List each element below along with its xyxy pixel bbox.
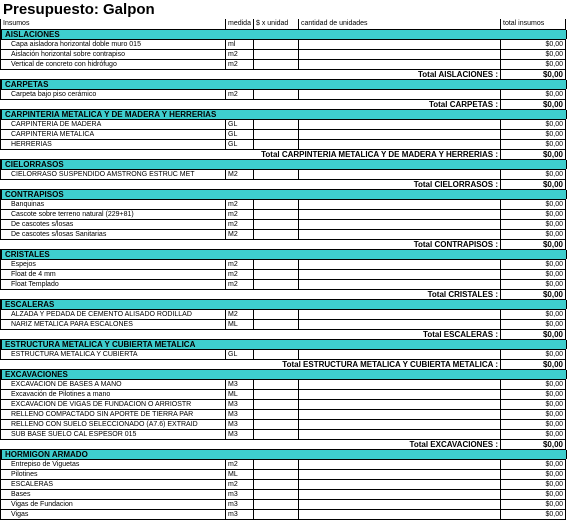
quantity-cell[interactable] [298,60,500,69]
quantity-cell[interactable] [298,210,500,219]
quantity-cell[interactable] [298,220,500,229]
price-cell[interactable] [253,130,298,139]
section-row [0,30,566,40]
quantity-cell[interactable] [298,480,500,489]
price-cell[interactable] [253,500,298,509]
section-total-label: Total CARPINTERIA METALICA Y DE MADERA Y HERRERIAS : [261,150,498,159]
section-total-cell[interactable] [501,340,567,349]
unit-cell[interactable]: m2 [225,90,253,99]
quantity-cell[interactable] [298,390,500,399]
quantity-cell[interactable] [298,320,500,329]
section-total-row [0,70,566,80]
insumo-name-cell[interactable]: Bases [0,490,225,499]
quantity-cell[interactable] [298,130,500,139]
price-cell[interactable] [253,40,298,49]
section-title[interactable]: ESCALERAS [1,300,567,309]
unit-cell[interactable]: GL [225,140,253,149]
section-total-label: Total ESTRUCTURA METALICA Y CUBIERTA METALICA : [282,360,498,369]
section-title[interactable]: EXCAVACIONES [1,370,567,379]
header-cantidad[interactable]: cantidad de unidades [298,19,500,29]
section-total-value[interactable]: $0,00 [500,70,566,79]
table-row [0,40,566,50]
section-total-label: Total CONTRAPISOS : [413,240,498,249]
total-cell[interactable]: $0,00 [500,400,566,409]
unit-cell[interactable]: M2 [225,230,253,239]
price-cell[interactable] [253,510,298,519]
price-cell[interactable] [253,460,298,469]
unit-cell[interactable]: m2 [225,60,253,69]
price-cell[interactable] [253,430,298,439]
section-title[interactable]: ESTRUCTURA METALICA Y CUBIERTA METALICA [1,340,567,349]
total-cell[interactable]: $0,00 [500,470,566,479]
quantity-cell[interactable] [298,140,500,149]
quantity-cell[interactable] [298,200,500,209]
price-cell[interactable] [253,410,298,419]
table-row [0,500,566,510]
insumo-name-cell[interactable]: ESTRUCTURA METALICA Y CUBIERTA [0,350,225,359]
section-total-row [0,100,566,110]
table-row [0,220,566,230]
total-cell[interactable]: $0,00 [500,120,566,129]
insumo-name-cell[interactable]: RELLENO COMPACTADO SIN APORTE DE TIERRA PAR [0,410,225,419]
quantity-cell[interactable] [298,510,500,519]
section-total-cell[interactable] [501,190,567,199]
unit-cell[interactable]: ML [225,470,253,479]
total-cell[interactable]: $0,00 [500,210,566,219]
price-cell[interactable] [253,140,298,149]
quantity-cell[interactable] [298,420,500,429]
section-total-cell[interactable] [501,370,567,379]
unit-cell[interactable]: GL [225,130,253,139]
price-cell[interactable] [253,60,298,69]
unit-cell[interactable]: M3 [225,430,253,439]
insumo-name-cell[interactable]: Float de 4 mm [0,270,225,279]
section-total-label: Total CIELORRASOS : [413,180,498,189]
table-header-row [0,19,566,30]
total-cell[interactable]: $0,00 [500,380,566,389]
total-cell[interactable]: $0,00 [500,310,566,319]
quantity-cell[interactable] [298,270,500,279]
quantity-cell[interactable] [298,350,500,359]
section-total-value[interactable]: $0,00 [500,440,566,449]
unit-cell[interactable]: ML [225,320,253,329]
insumo-name-cell[interactable]: NARIZ METALICA PARA ESCALONES [0,320,225,329]
price-cell[interactable] [253,220,298,229]
insumo-name-cell[interactable]: Excavación de Pilotines a mano [0,390,225,399]
total-cell[interactable]: $0,00 [500,200,566,209]
total-cell[interactable]: $0,00 [500,420,566,429]
insumo-name-cell[interactable]: Pilotines [0,470,225,479]
section-total-row [0,360,566,370]
unit-cell[interactable]: m3 [225,500,253,509]
section-total-cell[interactable] [501,250,567,259]
insumo-name-cell[interactable]: Float Templado [0,280,225,289]
table-row [0,470,566,480]
section-total-value[interactable]: $0,00 [500,290,566,299]
quantity-cell[interactable] [298,170,500,179]
unit-cell[interactable]: M3 [225,420,253,429]
table-row [0,480,566,490]
price-cell[interactable] [253,320,298,329]
price-cell[interactable] [253,280,298,289]
budget-table [0,19,568,520]
table-row [0,260,566,270]
unit-cell[interactable]: m2 [225,220,253,229]
section-total-label: Total CRISTALES : [427,290,498,299]
insumo-name-cell[interactable]: Aislación horizontal sobre contrapiso [0,50,225,59]
total-cell[interactable]: $0,00 [500,480,566,489]
section-row [0,250,566,260]
section-total-row [0,330,566,340]
section-total-value[interactable]: $0,00 [500,100,566,109]
price-cell[interactable] [253,490,298,499]
price-cell[interactable] [253,230,298,239]
total-cell[interactable]: $0,00 [500,130,566,139]
insumo-name-cell[interactable]: Banquinas [0,200,225,209]
quantity-cell[interactable] [298,260,500,269]
price-cell[interactable] [253,270,298,279]
total-cell[interactable]: $0,00 [500,60,566,69]
unit-cell[interactable]: M2 [225,310,253,319]
section-row [0,110,566,120]
total-cell[interactable]: $0,00 [500,460,566,469]
total-cell[interactable]: $0,00 [500,50,566,59]
insumo-name-cell[interactable]: RELLENO CON SUELO SELECCIONADO (A7.6) EXTRAID [0,420,225,429]
table-row [0,230,566,240]
section-total-row [0,180,566,190]
insumo-name-cell[interactable]: CARPINTERIA DE MADERA [0,120,225,129]
table-row [0,200,566,210]
table-row [0,90,566,100]
total-cell[interactable]: $0,00 [500,230,566,239]
unit-cell[interactable]: M3 [225,380,253,389]
insumo-name-cell[interactable]: EXCAVACION DE BASES A MANO [0,380,225,389]
unit-cell[interactable]: m2 [225,280,253,289]
section-row [0,450,566,460]
total-cell[interactable]: $0,00 [500,270,566,279]
header-medida[interactable]: medida [225,19,253,29]
price-cell[interactable] [253,260,298,269]
total-cell[interactable]: $0,00 [500,490,566,499]
section-total-value[interactable]: $0,00 [500,150,566,159]
total-cell[interactable]: $0,00 [500,220,566,229]
total-cell[interactable]: $0,00 [500,410,566,419]
price-cell[interactable] [253,210,298,219]
section-row [0,190,566,200]
section-total-label: Total CARPETAS : [428,100,498,109]
section-total-row [0,290,566,300]
price-cell[interactable] [253,400,298,409]
price-cell[interactable] [253,420,298,429]
table-row [0,50,566,60]
insumo-name-cell[interactable]: CIELORRASO SUSPENDIDO AMSTRONG ESTRUC MET [0,170,225,179]
price-cell[interactable] [253,350,298,359]
section-title[interactable]: HORMIGON ARMADO [1,450,567,459]
quantity-cell[interactable] [298,230,500,239]
section-total-cell[interactable] [501,450,567,459]
price-cell[interactable] [253,90,298,99]
total-cell[interactable]: $0,00 [500,140,566,149]
section-title[interactable]: CRISTALES [1,250,567,259]
section-total-value[interactable]: $0,00 [500,360,566,369]
section-total-value[interactable]: $0,00 [500,330,566,339]
unit-cell[interactable]: M3 [225,410,253,419]
quantity-cell[interactable] [298,280,500,289]
table-row [0,120,566,130]
price-cell[interactable] [253,390,298,399]
header-total[interactable]: total insumos [500,19,566,29]
total-cell[interactable]: $0,00 [500,40,566,49]
unit-cell[interactable]: m2 [225,460,253,469]
unit-cell[interactable]: M2 [225,170,253,179]
section-row [0,370,566,380]
price-cell[interactable] [253,380,298,389]
table-row [0,490,566,500]
total-cell[interactable]: $0,00 [500,350,566,359]
section-total-cell[interactable] [501,300,567,309]
total-cell[interactable]: $0,00 [500,90,566,99]
unit-cell[interactable]: m2 [225,210,253,219]
table-row [0,270,566,280]
table-row [0,380,566,390]
price-cell[interactable] [253,470,298,479]
section-total-cell[interactable] [501,160,567,169]
section-total-label: Total ESCALERAS : [423,330,498,339]
unit-cell[interactable]: m2 [225,260,253,269]
table-row [0,410,566,420]
header-precio-unidad[interactable]: $ x unidad [253,19,298,29]
table-row [0,140,566,150]
page-title: Presupuesto: Galpon [3,1,155,18]
quantity-cell[interactable] [298,400,500,409]
insumo-name-cell[interactable]: Vigas [0,510,225,519]
insumo-name-cell[interactable]: Vigas de Fundacion [0,500,225,509]
total-cell[interactable]: $0,00 [500,280,566,289]
header-insumos[interactable]: Insumos [0,19,225,29]
section-row [0,80,566,90]
section-total-value[interactable]: $0,00 [500,240,566,249]
total-cell[interactable]: $0,00 [500,390,566,399]
section-title[interactable]: CIELORRASOS [1,160,567,169]
price-cell[interactable] [253,50,298,59]
insumo-name-cell[interactable]: Capa aisladora horizontal doble muro 015 [0,40,225,49]
total-cell[interactable]: $0,00 [500,510,566,519]
insumo-name-cell[interactable]: De cascotes s/losas Sanitarias [0,230,225,239]
unit-cell[interactable]: m3 [225,490,253,499]
table-row [0,350,566,360]
table-row [0,210,566,220]
section-total-value[interactable]: $0,00 [500,180,566,189]
insumo-name-cell[interactable]: ESCALERAS [0,480,225,489]
table-row [0,280,566,290]
insumo-name-cell[interactable]: HERRERIAS [0,140,225,149]
table-row [0,60,566,70]
section-total-cell[interactable] [501,110,567,119]
unit-cell[interactable]: m2 [225,270,253,279]
price-cell[interactable] [253,170,298,179]
section-total-row [0,150,566,160]
quantity-cell[interactable] [298,310,500,319]
section-total-row [0,240,566,250]
insumo-name-cell[interactable]: Entrepiso de Viguetas [0,460,225,469]
quantity-cell[interactable] [298,500,500,509]
total-cell[interactable]: $0,00 [500,320,566,329]
section-total-label: Total EXCAVACIONES : [409,440,498,449]
quantity-cell[interactable] [298,470,500,479]
unit-cell[interactable]: GL [225,120,253,129]
unit-cell[interactable]: m2 [225,480,253,489]
section-total-row [0,440,566,450]
quantity-cell[interactable] [298,410,500,419]
price-cell[interactable] [253,120,298,129]
table-row [0,460,566,470]
section-total-cell[interactable] [501,30,567,39]
quantity-cell[interactable] [298,490,500,499]
total-cell[interactable]: $0,00 [500,500,566,509]
table-row [0,310,566,320]
quantity-cell[interactable] [298,40,500,49]
insumo-name-cell[interactable]: ALZADA Y PEDADA DE CEMENTO ALISADO RODILLAD [0,310,225,319]
unit-cell[interactable]: GL [225,350,253,359]
table-row [0,390,566,400]
insumo-name-cell[interactable]: SUB BASE SUELO CAL ESPESOR 015 [0,430,225,439]
insumo-name-cell[interactable]: De cascotes s/losas [0,220,225,229]
quantity-cell[interactable] [298,120,500,129]
quantity-cell[interactable] [298,90,500,99]
price-cell[interactable] [253,200,298,209]
section-row [0,160,566,170]
quantity-cell[interactable] [298,380,500,389]
unit-cell[interactable]: M3 [225,400,253,409]
unit-cell[interactable]: ML [225,390,253,399]
unit-cell[interactable]: ml [225,40,253,49]
section-title[interactable]: CONTRAPISOS [1,190,567,199]
price-cell[interactable] [253,310,298,319]
section-row [0,340,566,350]
table-row [0,400,566,410]
quantity-cell[interactable] [298,460,500,469]
section-title[interactable]: CARPETAS [1,80,567,89]
unit-cell[interactable]: m2 [225,50,253,59]
table-row [0,320,566,330]
unit-cell[interactable]: m2 [225,200,253,209]
quantity-cell[interactable] [298,430,500,439]
section-total-cell[interactable] [501,80,567,89]
section-title[interactable]: CARPINTERIA METALICA Y DE MADERA Y HERRERIAS [1,110,567,119]
table-row [0,420,566,430]
section-title[interactable]: AISLACIONES [1,30,567,39]
quantity-cell[interactable] [298,50,500,59]
insumo-name-cell[interactable]: Cascote sobre terreno natural (229+81) [0,210,225,219]
section-row [0,300,566,310]
table-row [0,430,566,440]
table-row [0,130,566,140]
insumo-name-cell[interactable]: EXCAVACION DE VIGAS DE FUNDACION O ARRIOSTR [0,400,225,409]
total-cell[interactable]: $0,00 [500,260,566,269]
insumo-name-cell[interactable]: Vertical de concreto con hidrófugo [0,60,225,69]
insumo-name-cell[interactable]: CARPINTERIA METALICA [0,130,225,139]
table-row [0,170,566,180]
insumo-name-cell[interactable]: Espejos [0,260,225,269]
total-cell[interactable]: $0,00 [500,430,566,439]
section-total-label: Total AISLACIONES : [418,70,498,79]
price-cell[interactable] [253,480,298,489]
unit-cell[interactable]: m3 [225,510,253,519]
total-cell[interactable]: $0,00 [500,170,566,179]
insumo-name-cell[interactable]: Carpeta bajo piso cerámico [0,90,225,99]
